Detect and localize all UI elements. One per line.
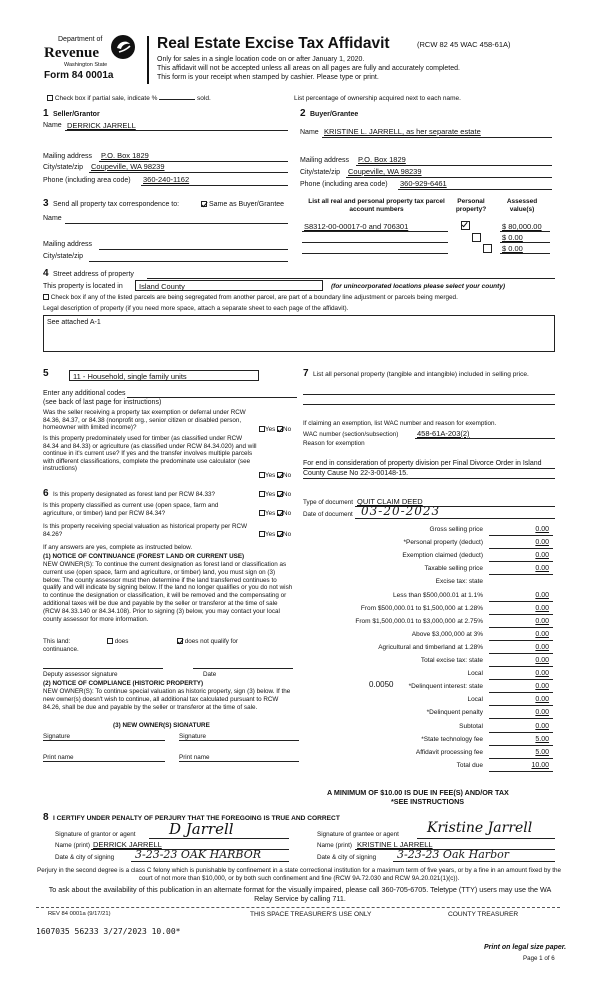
tax-row-value[interactable]: 0.00	[535, 630, 549, 638]
does-label: does	[114, 638, 129, 645]
certification-section	[43, 812, 555, 864]
correspondence-label: Send all property tax correspondence to:	[53, 201, 180, 208]
historical-answer	[259, 531, 291, 539]
legal-description-value: See attached A-1	[47, 319, 101, 326]
doc-date[interactable]: 03-20-2023	[361, 504, 441, 518]
correspondence-mailing-label: Mailing address	[43, 241, 93, 248]
list-percentage-note: List percentage of ownership acquired next to each name.	[294, 95, 461, 102]
personal-property-checkbox-2[interactable]	[472, 233, 481, 242]
certify-statement: I CERTIFY UNDER PENALTY OF PERJURY THAT THE FOREGOING IS TRUE AND CORRECT	[53, 815, 340, 822]
assessed-value-2[interactable]: $ 0.00	[502, 233, 523, 242]
doc-date-label: Date of document	[303, 511, 353, 518]
buyer-section	[300, 108, 552, 190]
assessed-value-1[interactable]: $ 80,000.00	[502, 222, 542, 231]
use-code-select[interactable]	[69, 370, 259, 381]
see-instructions-note: *SEE INSTRUCTIONS	[391, 797, 465, 806]
owner-signature-label-1: Signature	[43, 733, 70, 740]
sold-label: sold.	[197, 95, 211, 102]
treasurer-only-label: THIS SPACE TREASURER'S USE ONLY	[250, 911, 372, 918]
land-does-not-checkbox[interactable]	[177, 638, 183, 644]
tax-row-label: Total due	[456, 761, 483, 769]
historical-question: Is this property receiving special valuation as historical property per RCW 84.26?	[43, 523, 248, 538]
tax-row-value[interactable]: 0.00	[535, 643, 549, 651]
grantor-date-city[interactable]: 3-23-23 OAK HARBOR	[135, 848, 262, 861]
assessed-value-header: Assessed value(s)	[506, 198, 538, 213]
county-treasurer-label: COUNTY TREASURER	[448, 911, 519, 918]
yes-label: Yes	[265, 510, 276, 517]
exemption-answer	[259, 426, 291, 434]
exemption-no-checkbox[interactable]	[277, 426, 283, 432]
notice-compliance-text: NEW OWNER(S): To continue special valuation as historic property, sign (3) below. If the new owner(s) doesn't wish to continue, all additional tax calculated pursuant to RCW 84.26, shall be due and payable by the seller or transferor at the time of sale.	[43, 688, 291, 711]
deputy-signature-label: Deputy assessor signature	[43, 671, 118, 678]
dor-logo-icon	[110, 34, 136, 60]
header-note-1: Only for sales in a single location code on or after January 1, 2020.	[157, 56, 365, 63]
doc-type[interactable]: QUIT CLAIM DEED	[357, 497, 423, 506]
grantor-name-print-label: Name (print)	[55, 842, 90, 849]
buyer-mailing-label: Mailing address	[300, 157, 350, 164]
tax-row-value[interactable]: 0.00	[535, 696, 549, 704]
tax-row-label: Exemption claimed (deduct)	[402, 552, 483, 560]
revision-label: REV 84 0001a (9/17/21)	[48, 911, 111, 917]
local-rate: 0.0050	[369, 680, 394, 689]
tax-row-value[interactable]: 0.00	[535, 657, 549, 664]
grantee-date-city-label: Date & city of signing	[317, 854, 377, 861]
tax-row-value[interactable]: 0.00	[535, 539, 549, 547]
grantor-signature[interactable]: D Jarrell	[169, 820, 234, 838]
section-8-number: 8	[43, 812, 49, 823]
personal-property-section	[303, 368, 555, 523]
segregated-label: Check box if any of the listed parcels are being segregated from another parcel, are part of a boundary line adjustment or parcels being merged.	[50, 294, 458, 301]
section-6-number: 6	[43, 488, 49, 499]
buyer-mailing[interactable]: P.O. Box 1829	[358, 155, 406, 164]
tax-row-value[interactable]: 0.00	[535, 683, 549, 691]
buyer-city[interactable]: Coupeville, WA 98239	[348, 167, 422, 176]
tax-row-value[interactable]: 0.00	[535, 617, 549, 625]
tax-row-label: *State technology fee	[421, 735, 483, 743]
property-section	[43, 268, 555, 363]
owner-signature-label-2: Signature	[179, 733, 206, 740]
legal-description-label: Legal description of property (if you need more space, attach a separate sheet to each page of the affidavit).	[43, 305, 349, 312]
unincorporated-note: (for unincorporated locations please select your county)	[331, 283, 506, 290]
grantor-date-city-label: Date & city of signing	[55, 854, 115, 861]
seller-mailing-label: Mailing address	[43, 153, 93, 160]
wac-number-label: WAC number (section/subsection)	[303, 431, 399, 438]
tax-row-value[interactable]: 0.00	[535, 591, 549, 599]
forest-no-checkbox[interactable]	[277, 491, 283, 497]
notice-compliance-title: (2) NOTICE OF COMPLIANCE (HISTORIC PROPERTY)	[43, 680, 204, 687]
seller-name-label: Name	[43, 122, 62, 129]
grantee-signature-label: Signature of grantee or agent	[317, 831, 399, 838]
form-number: Form 84 0001a	[44, 70, 114, 81]
see-back-note: (see back of last page for instructions)	[43, 399, 162, 406]
seller-label: Seller/Grantor	[53, 111, 100, 118]
notice-continuance-title: (1) NOTICE OF CONTINUANCE (FOREST LAND OR CURRENT USE)	[43, 553, 245, 560]
tax-row-label: Subtotal	[459, 722, 483, 730]
cashier-stamp: 1607035 56233 3/27/2023 10.00*	[36, 927, 181, 936]
personal-property-checkbox-1[interactable]	[461, 221, 470, 230]
use-code-value: 11 - Household, single family units	[73, 372, 187, 381]
buyer-phone-label: Phone (including area code)	[300, 181, 388, 188]
forest-answer	[259, 491, 291, 499]
section-1-number: 1	[43, 108, 49, 119]
legal-description-field[interactable]	[43, 315, 555, 352]
forest-question: Is this property designated as forest land per RCW 84.33?	[53, 491, 216, 498]
tax-row-label: Less than $500,000.01 at 1.1%	[393, 591, 483, 599]
no-label: No	[283, 531, 292, 538]
section-3-number: 3	[43, 198, 49, 209]
no-label: No	[283, 491, 292, 498]
grantee-signature[interactable]: Kristine Jarrell	[427, 820, 533, 836]
tax-row-label: *Delinquent interest: state	[408, 683, 483, 691]
this-land-label: This land:	[43, 638, 71, 645]
correspondence-name-label: Name	[43, 215, 62, 222]
owner-print-name-label-1: Print name	[43, 754, 74, 761]
page-number: Page 1 of 6	[523, 955, 555, 962]
historical-yes-checkbox[interactable]	[259, 531, 265, 537]
continuance-label: continuance.	[43, 646, 79, 653]
yes-label: Yes	[265, 426, 276, 433]
deputy-date-label: Date	[203, 671, 217, 678]
tax-row-label: Total excise tax: state	[420, 657, 483, 664]
new-owner-signature-title: (3) NEW OWNER(S) SIGNATURE	[113, 722, 210, 729]
seller-mailing[interactable]: P.O. Box 1829	[101, 151, 149, 160]
timber-question-text: Is this property predominately used for timber (as classified under RCW 84.34 and 84.33) or agriculture (as classified under RCW 84.34.020) and will continue in it's current use? If yes and the transfer involves multiple parcels with different classifications, complete the predominate use calculator (see instructions)	[43, 435, 257, 473]
tax-row-value[interactable]: 0.00	[535, 670, 549, 678]
street-address-label: Street address of property	[53, 271, 134, 278]
tax-row-label: Local	[467, 670, 483, 678]
page-title: Real Estate Excise Tax Affidavit	[157, 35, 390, 52]
tax-row-value[interactable]: 10.00	[531, 761, 549, 769]
tax-row-value[interactable]: 0.00	[535, 552, 549, 560]
forest-land-section	[43, 488, 299, 778]
tax-row-label: Local	[467, 696, 483, 704]
personal-property-header: Personal property?	[455, 198, 487, 213]
grantor-signature-label: Signature of grantor or agent	[55, 831, 136, 838]
tax-row-value[interactable]: 0.00	[535, 604, 549, 612]
seller-city[interactable]: Coupeville, WA 98239	[91, 162, 165, 171]
exemption-claim-label: If claiming an exemption, list WAC number and reason for exemption.	[303, 420, 497, 427]
segregated-checkbox[interactable]	[43, 294, 49, 300]
correspondence-city-label: City/state/zip	[43, 253, 84, 260]
tax-row-label: Agricultural and timberland at 1.28%	[378, 643, 483, 651]
county-value: Island County	[139, 282, 185, 291]
parcels-header: List all real and personal property tax parcel account numbers	[308, 198, 445, 213]
partial-sale-checkbox[interactable]	[47, 95, 53, 101]
header-note-2: This affidavit will not be accepted unless all areas on all pages are fully and accurately completed.	[157, 65, 460, 72]
tax-row-value[interactable]: 5.00	[535, 735, 549, 743]
tax-row-value[interactable]: 0.00	[535, 722, 549, 730]
does-not-label: does not qualify for	[184, 638, 238, 645]
tax-row-label: From $500,000.01 to $1,500,000 at 1.28%	[360, 604, 483, 612]
this-land-row	[43, 638, 293, 646]
seller-phone-label: Phone (including area code)	[43, 177, 131, 184]
seller-name[interactable]: DERRICK JARRELL	[67, 121, 136, 130]
header-divider	[147, 36, 149, 84]
tax-row-label: *Personal property (deduct)	[403, 539, 483, 547]
seller-city-label: City/state/zip	[43, 164, 84, 171]
tax-row-label: *Delinquent penalty	[426, 709, 483, 717]
header-note-3: This form is your receipt when stamped by cashier. Please type or print.	[157, 74, 379, 81]
tax-row-label: Excise tax: state	[435, 578, 483, 586]
buyer-city-label: City/state/zip	[300, 169, 341, 176]
parcel-number-1[interactable]: S8312-00-00017-0 and 706301	[304, 222, 409, 231]
historical-no-checkbox[interactable]	[277, 531, 283, 537]
land-does-checkbox[interactable]	[107, 638, 113, 644]
legal-size-note: Print on legal size paper.	[484, 944, 567, 951]
yes-label: Yes	[265, 472, 276, 479]
timber-question	[43, 435, 258, 473]
tax-row-label: Taxable selling price	[424, 565, 483, 573]
timber-yes-checkbox[interactable]	[259, 472, 265, 478]
same-as-buyer-row	[201, 201, 284, 209]
tax-row-label: From $1,500,000.01 to $3,000,000 at 2.75%	[355, 617, 483, 625]
same-as-buyer-checkbox[interactable]	[201, 201, 207, 207]
grantee-date-city[interactable]: 3-23-23 Oak Harbor	[397, 848, 509, 861]
tax-row-value[interactable]: 0.00	[535, 709, 549, 717]
current-use-yes-checkbox[interactable]	[259, 510, 265, 516]
tax-row-value[interactable]: 0.00	[535, 526, 549, 533]
tax-row-label: Above $3,000,000 at 3%	[411, 630, 483, 638]
use-code-section	[43, 368, 299, 488]
tax-row-value[interactable]: 5.00	[535, 748, 549, 756]
current-use-no-checkbox[interactable]	[277, 510, 283, 516]
instructions-note: If any answers are yes, complete as instructed below.	[43, 544, 193, 551]
seller-section	[43, 108, 288, 188]
minimum-due-note: A MINIMUM OF $10.00 IS DUE IN FEE(S) AND/OR TAX	[327, 788, 509, 797]
state-label: Washington State	[64, 62, 108, 68]
segregated-row	[43, 294, 555, 302]
buyer-phone[interactable]: 360-929-6461	[400, 179, 447, 188]
parcel-table	[300, 196, 552, 262]
section-4-number: 4	[43, 268, 49, 279]
partial-sale-label: Check box if partial sale, indicate %	[54, 95, 158, 102]
additional-codes-label: Enter any additional codes	[43, 390, 126, 397]
current-use-answer	[259, 510, 291, 518]
exemption-reason-label: Reason for exemption	[303, 440, 365, 447]
notice-continuance-text: NEW OWNER(S): To continue the current designation as forest land or classification as current use (open space, farm and agriculture, or timber) land, you must sign on (3) below. The county assessor must then determine if the land transferred continues to qualify and will indicate by signing below. If the land no longer qualifies or you do not wish to continue the designation or classification, it will be removed and the compensating or additional taxes will be due and payable by the seller or transferor at the time of sale (RCW 84.33.140 or 84.34.108). Prior to signing (3) below, you may contact your local county assessor for more information.	[43, 561, 293, 623]
exemption-reason[interactable]: For end in consideration of property division per Final Divorce Order in Island County Cause No 22-3-00148-15.	[303, 460, 542, 477]
section-7-number: 7	[303, 368, 309, 379]
revenue-label: Revenue	[44, 45, 99, 61]
correspondence-section	[43, 198, 288, 262]
section-5-number: 5	[43, 368, 49, 379]
wac-number[interactable]: 458-61A-203(2)	[417, 429, 470, 438]
tax-row-label: Gross selling price	[429, 526, 483, 533]
buyer-label: Buyer/Grantee	[310, 111, 359, 118]
no-label: No	[283, 426, 292, 433]
tax-table	[303, 523, 555, 806]
yes-label: Yes	[265, 491, 276, 498]
timber-no-checkbox[interactable]	[277, 472, 283, 478]
grantor-name-print[interactable]: DERRICK JARRELL	[93, 840, 162, 849]
county-select[interactable]	[135, 280, 323, 291]
owner-print-name-label-2: Print name	[179, 754, 210, 761]
current-use-question: Is this property classified as current use (open space, farm and agriculture, or timber) land per RCW 84.34?	[43, 502, 219, 517]
personal-property-checkbox-3[interactable]	[483, 244, 492, 253]
footer-divider	[36, 907, 560, 908]
forest-yes-checkbox[interactable]	[259, 491, 265, 497]
perjury-text: Perjury in the second degree is a class C felony which is punishable by confinement in a state correctional institution for a maximum term of five years, or by a fine in an amount fixed by the court of not more than $10,000, or by both such confinement and fine (RCW 9A.72.030 and RCW 9A.20.021(1)(c)).	[37, 867, 561, 882]
tax-row-label: Affidavit processing fee	[415, 748, 483, 756]
perjury-notice	[36, 867, 562, 882]
seller-phone[interactable]: 360-240-1162	[143, 175, 190, 184]
timber-answer	[259, 472, 291, 480]
no-label: No	[283, 472, 292, 479]
yes-label: Yes	[265, 531, 276, 538]
partial-sale-row	[47, 95, 211, 103]
doc-type-label: Type of document	[303, 499, 354, 506]
exemption-question: Was the seller receiving a property tax exemption or deferral under RCW 84.36, 84.37, or 84.38 (nonprofit org., senior citizen or disabled person, homeowner with limited income)?	[43, 409, 246, 432]
personal-property-label: List all personal property (tangible and intangible) included in selling price.	[313, 371, 529, 378]
buyer-name[interactable]: KRISTINE L. JARRELL, as her separate estate	[324, 127, 481, 136]
availability-note: To ask about the availability of this publication in an alternate format for the visually impaired, please call 360-705-6705. Teletype (TTY) users may use the WA Relay Service by calling 711.	[48, 885, 552, 903]
no-label: No	[283, 510, 292, 517]
exemption-yes-checkbox[interactable]	[259, 426, 265, 432]
assessed-value-3[interactable]: $ 0.00	[502, 244, 523, 253]
buyer-name-label: Name	[300, 129, 319, 136]
section-2-number: 2	[300, 108, 306, 119]
grantee-name-print-label: Name (print)	[317, 842, 352, 849]
located-in-label: This property is located in	[43, 283, 123, 290]
rcw-reference: (RCW 82 45 WAC 458-61A)	[417, 40, 511, 49]
grantee-name-print[interactable]: KRISTINE L JARRELL	[357, 840, 433, 849]
same-as-buyer-label: Same as Buyer/Grantee	[208, 201, 285, 208]
tax-row-value[interactable]: 0.00	[535, 565, 549, 573]
dept-of-label: Department of	[58, 36, 103, 43]
